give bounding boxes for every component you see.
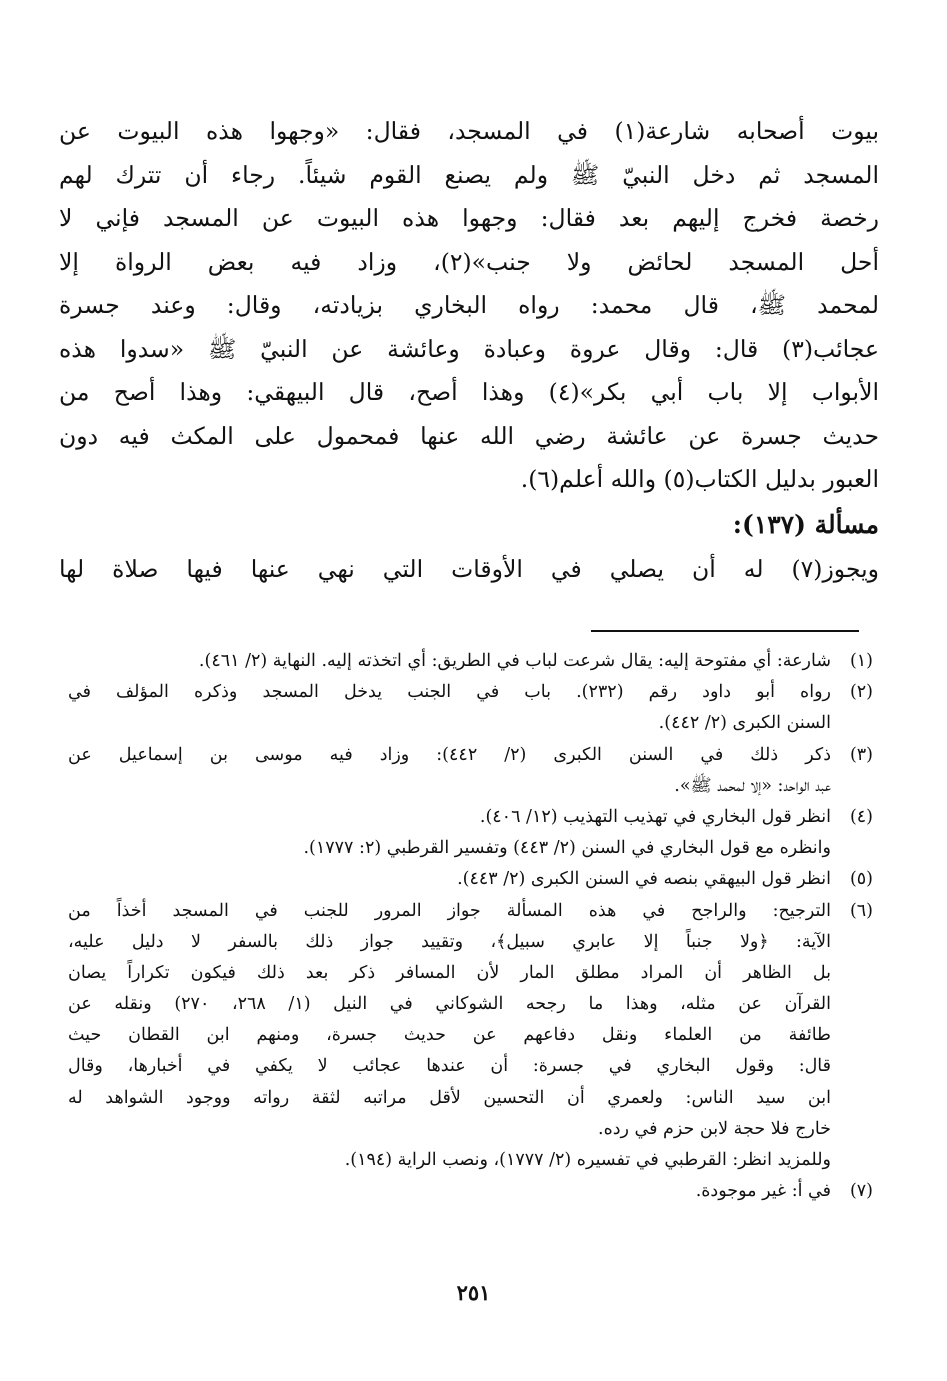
footnote-7-number: (٧) xyxy=(849,1181,873,1202)
footnote-2-number: (٢) xyxy=(849,682,873,703)
main-text xyxy=(59,110,879,591)
footnote-6-line-8: خارج فلا حجة لابن حزم في رده. xyxy=(598,1118,831,1139)
footnote-1-number: (١) xyxy=(849,651,873,671)
footnote-4-line-1 xyxy=(68,802,873,833)
footnote-7-line-1 xyxy=(68,1176,873,1207)
footnote-6-line-4: القرآن عن مثله، وهذا ما رجحه الشوكاني في النيل (١/ ٢٦٨، ٢٧٠) ونقله عن xyxy=(68,994,831,1015)
footnote-separator xyxy=(591,630,859,632)
footnote-2-text-1: رواه أبو داود رقم (٢٣٢). باب في الجنب يدخل المسجد وذكره المؤلف في xyxy=(68,682,831,703)
footnote-7-text: في أ: غير موجودة. xyxy=(695,1181,831,1202)
footnote-3-text-1: ذكر ذلك في السنن الكبرى (٢/ ٤٤٢): وزاد فيه موسى بن إسماعيل عن xyxy=(68,744,831,765)
footnote-4-number: (٤) xyxy=(849,806,873,827)
footnote-6-line-7: ابن سيد الناس: ولعمري أن التحسين لأقل مراتبه لثقة رواته ووجود الشواهد له xyxy=(68,1087,831,1108)
footnote-3-line-1 xyxy=(68,740,873,771)
footnote-4-text-1: انظر قول البخاري في تهذيب التهذيب (١٢/ ٤٠٦). xyxy=(479,806,831,827)
footnote-2-line-1 xyxy=(68,677,873,708)
footnotes xyxy=(68,646,873,1207)
body-line-7: الأبواب إلا باب أبي بكر»(٤) وهذا أصح، قال البيهقي: وهذا أصح من xyxy=(59,378,879,406)
footnote-3-number: (٣) xyxy=(849,744,873,765)
footnote-6-number: (٦) xyxy=(849,900,873,921)
body-line-8: حديث جسرة عن عائشة رضي الله عنها فمحمول على المكث فيه دون xyxy=(59,421,879,450)
footnote-2-line-2: السنن الكبرى (٢/ ٤٤٢). xyxy=(658,713,831,734)
body-line-9: العبور بدليل الكتاب(٥) والله أعلم(٦). xyxy=(520,465,879,493)
body-line-1: بيوت أصحابه شارعة(١) في المسجد، فقال: «وجهوا هذه البيوت عن xyxy=(59,117,879,145)
body-line-2: المسجد ثم دخل النبيّ ﷺ ولم يصنع القوم شيئاً. رجاء أن تترك لهم xyxy=(59,160,879,189)
page-number: ٢٥١ xyxy=(456,1280,491,1305)
body-line-4: أحل المسجد لحائض ولا جنب»(٢)، وزاد فيه بعض الرواة إلا xyxy=(59,247,879,276)
footnote-5-line-1 xyxy=(68,864,873,895)
footnote-1-line-1 xyxy=(68,646,873,677)
body-line-3: رخصة فخرج إليهم بعد فقال: وجهوا هذه البيوت عن المسجد فإني لا xyxy=(59,204,879,232)
body-line-6: عجائب(٣) قال: وقال عروة وعبادة وعائشة عن النبيّ ﷺ «سدوا هذه xyxy=(59,334,879,363)
footnote-5-text: انظر قول البيهقي بنصه في السنن الكبرى (٢/ ٤٤٣). xyxy=(457,869,831,890)
section-heading: مسألة (١٣٧): xyxy=(732,509,879,539)
footnote-4-line-2: وانظره مع قول البخاري في السنن (٢/ ٤٤٣) وتفسير القرطبي (٢: ١٧٧٧). xyxy=(303,838,831,859)
body-line-5: لمحمد ﷺ، قال محمد: رواه البخاري بزيادته، وقال: وعند جسرة xyxy=(59,291,879,319)
footnote-6-line-2: الآية: ﴿ولا جنباً إلا عابري سبيل﴾، وتقييد جواز ذلك بالسفر لا دليل عليه، xyxy=(68,931,831,952)
footnote-6-line-9: وللمزيد انظر: القرطبي في تفسيره (٢/ ١٧٧٧)، ونصب الراية (١٩٤). xyxy=(344,1150,831,1170)
footnote-1-text: شارعة: أي مفتوحة إليه: يقال شرعت لباب في الطريق: أي اتخذته إليه. النهاية (٢/ ٤٦١). xyxy=(198,651,831,671)
footnote-6-line-1 xyxy=(68,896,873,927)
footnote-5-number: (٥) xyxy=(849,869,873,890)
body-line-after-heading: ويجوز(٧) له أن يصلي في الأوقات التي نهي عنها فيها صلاة لها xyxy=(59,554,879,583)
footnote-3-line-2: عبد الواحد: «إلا لمحمد ﷺ». xyxy=(674,775,831,796)
footnote-6-line-6: قال: وقول البخاري في جسرة: أن عندها عجائب لا يكفي في أخبارها، وقال xyxy=(68,1056,831,1077)
footnote-6-line-3: بل الظاهر أن المراد مطلق المار لأن المسافر ذكر بعد ذلك فيكون تكراراً يصان xyxy=(68,962,831,983)
footnote-6-line-5: طائفة من العلماء ونقل دفاعهم عن حديث جسرة، ومنهم ابن القطان حيث xyxy=(68,1025,831,1046)
footnote-6-text-1: الترجيح: والراجح في هذه المسألة جواز المرور للجنب في المسجد أخذاً من xyxy=(68,900,831,921)
